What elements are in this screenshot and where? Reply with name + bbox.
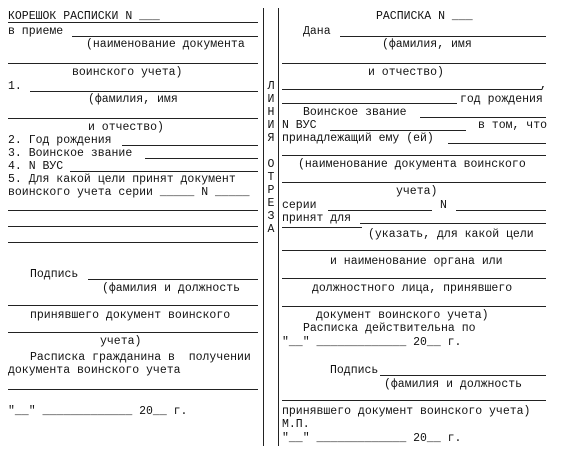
blank-field [282, 400, 546, 401]
blank-field [282, 182, 546, 183]
blank-field [70, 171, 258, 172]
stub-date: "__" _____________ 20__ г. [8, 405, 188, 418]
receipt-fio-2: и отчество) [368, 66, 444, 79]
receipt-given: Дана [303, 25, 331, 38]
cut-letter: З [267, 210, 275, 223]
blank-field [122, 145, 258, 146]
receipt-doc-name-2: учета) [396, 185, 438, 198]
blank-field [8, 332, 258, 333]
receipt-doc-name: (наименование документа воинского [298, 158, 526, 171]
cut-letter: Я [267, 132, 275, 145]
divider-line-right [278, 8, 279, 446]
receipt-belonging: принадлежащий ему (ей) [282, 132, 434, 145]
blank-field [145, 158, 258, 159]
stub-underline [8, 22, 258, 23]
blank-field [282, 89, 542, 90]
stub-item-2: 2. Год рождения [8, 134, 112, 147]
receipt-rank: Воинское звание [303, 106, 407, 119]
receipt-date: "__" _____________ 20__ г. [282, 432, 462, 445]
blank-field [330, 130, 466, 131]
stub-item-5b: воинского учета серии _____ N _____ [8, 186, 250, 199]
receipt-vus: N ВУС [282, 119, 317, 132]
receipt-org: и наименование органа или [330, 255, 503, 268]
receipt-fio-1: (фамилия, имя [382, 38, 472, 51]
cut-letter: О [267, 158, 275, 171]
blank-field [282, 278, 546, 279]
receipt-valid-date: "__" _____________ 20__ г. [282, 336, 462, 349]
stub-fio-2: и отчество) [88, 121, 164, 134]
blank-field [8, 226, 258, 227]
cut-letter: А [267, 223, 275, 236]
receipt-title: РАСПИСКА N ___ [376, 10, 473, 23]
blank-field [282, 250, 546, 251]
receipt-series: серии [282, 199, 317, 212]
blank-field [8, 389, 258, 390]
receipt-sign: Подпись [330, 364, 379, 377]
stub-sign-pos: (фамилия и должность [102, 282, 241, 295]
blank-field [456, 210, 546, 211]
cut-letter: Л [267, 80, 275, 93]
receipt-official: должностного лица, принявшего [312, 282, 513, 295]
blank-field [282, 227, 362, 228]
blank-field [8, 305, 258, 306]
blank-field [8, 210, 258, 211]
stub-doc-name-2: воинского учета) [72, 66, 183, 79]
blank-field [282, 306, 546, 307]
blank-field [380, 375, 546, 376]
blank-field [282, 63, 546, 64]
stub-item-5a: 5. Для какой цели принят документ [8, 173, 236, 186]
blank-field [282, 103, 457, 104]
cut-letter: Т [267, 171, 275, 184]
stub-item-4: 4. N ВУС [8, 160, 64, 173]
receipt-accepted-for: принят для [282, 212, 352, 225]
stub-fio-1: (фамилия, имя [88, 93, 178, 106]
stub-receipt-b: документа воинского учета [8, 364, 181, 377]
comma: , [540, 79, 547, 92]
blank-field [8, 242, 258, 243]
cut-letter: Е [267, 197, 275, 210]
blank-field [30, 91, 258, 92]
blank-field [420, 117, 546, 118]
cut-letter: И [267, 93, 275, 106]
blank-field [88, 279, 258, 280]
receipt-series-n: N [440, 199, 447, 212]
blank-field [8, 118, 258, 119]
blank-field [360, 223, 546, 224]
receipt-sign-pos-2: принявшего документ воинского учета) [282, 405, 531, 418]
blank-field [8, 63, 258, 64]
stub-title: КОРЕШОК РАСПИСКИ N ___ [8, 10, 160, 23]
stub-in-receipt: в приеме [8, 25, 64, 38]
receipt-purpose: (указать, для какой цели [368, 228, 534, 241]
blank-field [72, 36, 258, 37]
stub-item-1: 1. [8, 80, 22, 93]
receipt-birth: год рождения [460, 93, 543, 106]
cut-letter: И [267, 119, 275, 132]
receipt-vus-tail: в том, что [478, 119, 548, 132]
receipt-sign-pos: (фамилия и должность [384, 378, 523, 391]
cut-letter: Н [267, 106, 275, 119]
blank-field [448, 143, 546, 144]
blank-field [340, 36, 546, 37]
stub-doc-name: (наименование документа [86, 38, 245, 51]
receipt-mp: М.П. [282, 418, 310, 431]
stub-item-3: 3. Воинское звание [8, 147, 133, 160]
divider-line-left [263, 8, 264, 446]
stub-sign-pos-2: принявшего документ воинского [30, 309, 231, 322]
blank-field [328, 210, 432, 211]
stub-sign: Подпись [30, 268, 79, 281]
cut-letter: Р [267, 184, 275, 197]
receipt-valid: Расписка действительна по [303, 322, 476, 335]
receipt-doc-3: документ воинского учета) [316, 309, 489, 322]
stub-sign-pos-3: учета) [100, 335, 142, 348]
stub-receipt-a: Расписка гражданина в получении [30, 351, 251, 364]
blank-field [282, 155, 546, 156]
